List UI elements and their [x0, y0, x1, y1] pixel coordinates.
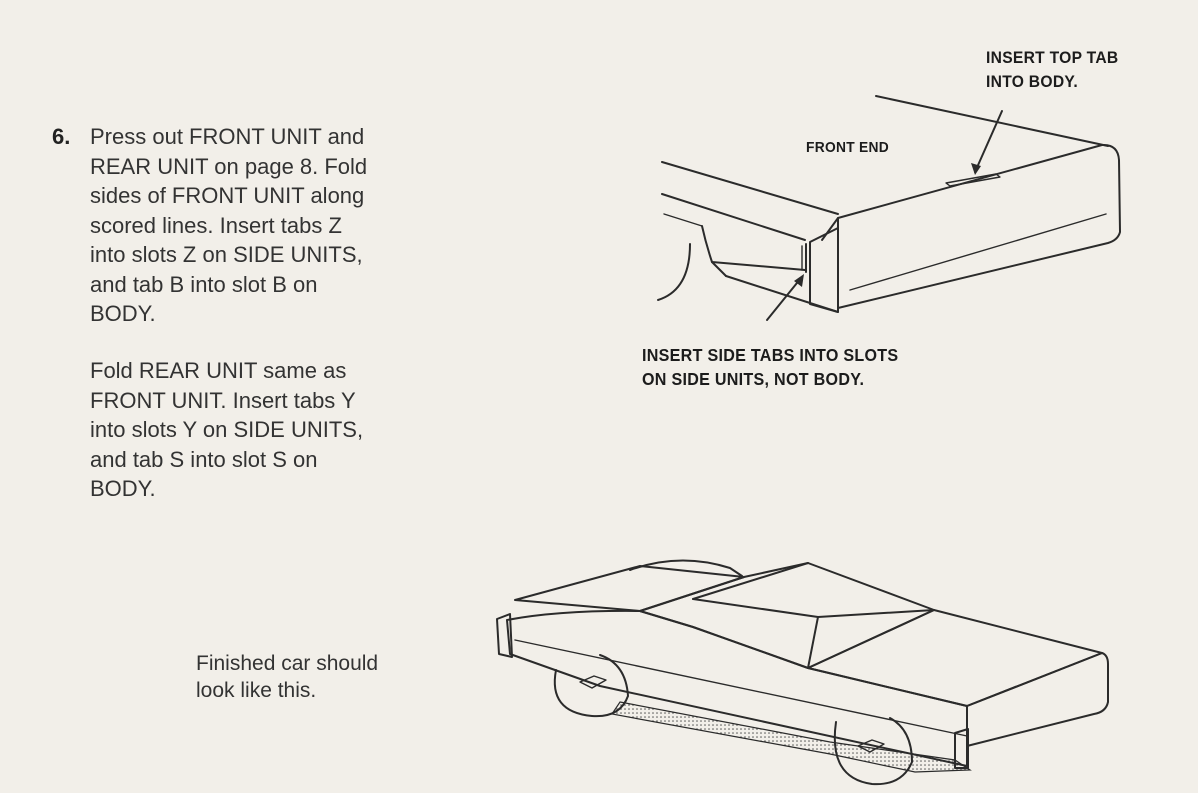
car-rear-hump	[630, 560, 742, 576]
car-windshield-edge	[808, 617, 818, 668]
car-underside-shading	[612, 702, 970, 772]
car-hood	[808, 610, 1102, 706]
car-side-body	[507, 611, 967, 766]
finished-car-caption: Finished car should look like this.	[196, 652, 379, 702]
car-roof-rear-edge	[693, 563, 808, 599]
car-roof-front-edge	[818, 610, 934, 617]
label-front-end: FRONT END	[806, 139, 889, 156]
callout-insert-side-tabs: INSERT SIDE TABS INTO SLOTS ON SIDE UNITS, NOT BODY.	[642, 345, 899, 389]
step-paragraph-rear-unit: Fold REAR UNIT same as FRONT UNIT. Insert tabs Y into slots Y on SIDE UNITS, and tab S into slot S on BODY.	[90, 358, 364, 501]
car-roof-ridge	[693, 599, 818, 617]
car-side-trim-line	[515, 640, 967, 736]
car-roof	[640, 563, 934, 668]
step-paragraph-front-unit: Press out FRONT UNIT and REAR UNIT on page 8. Fold sides of FRONT UNIT along scored lines. Insert tabs Z into slots Z on SIDE UNITS, and tab B into slot B on BODY.	[90, 124, 368, 326]
step-number: 6.	[52, 124, 71, 149]
car-front-end	[967, 653, 1108, 746]
callout-insert-top-tab: INSERT TOP TAB INTO BODY.	[986, 48, 1119, 91]
